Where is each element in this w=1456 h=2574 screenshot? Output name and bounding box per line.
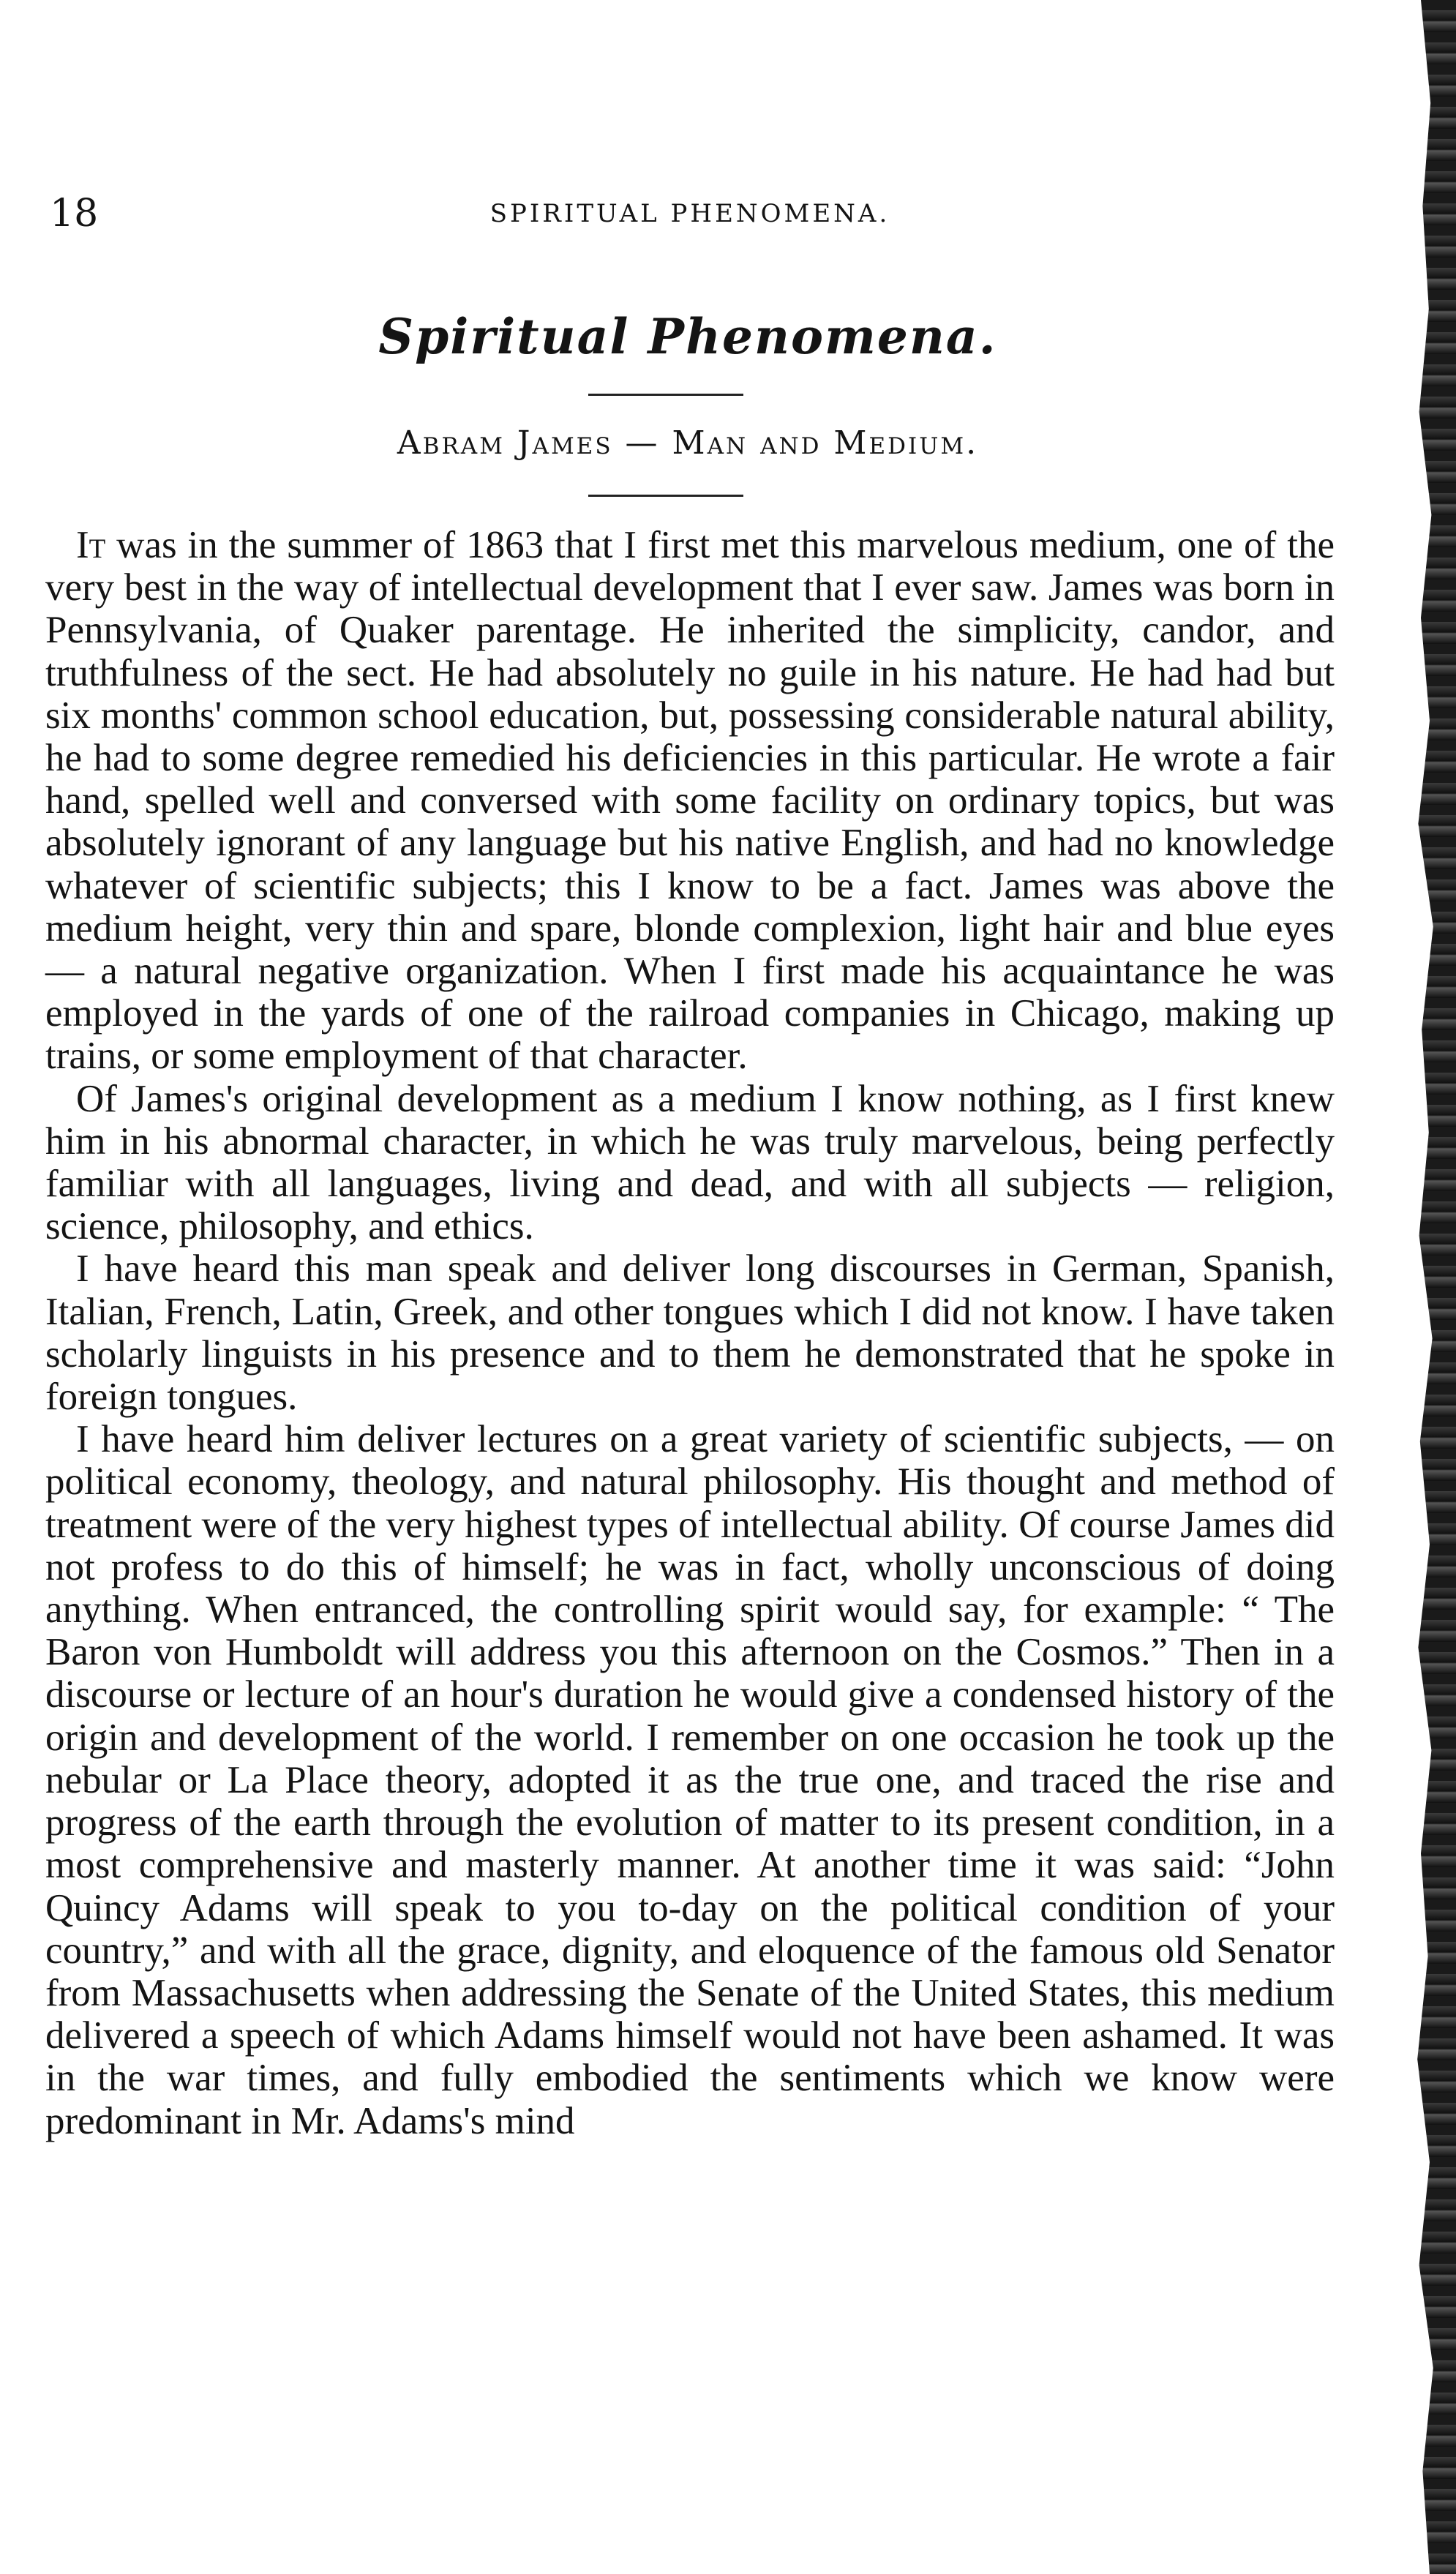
paragraph-text: I have heard this man speak and deliver long discourses in German, Spanish, Italian, French, Latin, Greek, and other tongues which I did not know. I have taken scholarly linguists in his presence and to them he demonstrated that he spoke in foreign tongues.: [45, 1247, 1335, 1419]
paragraph-1: [45, 524, 1335, 1078]
paragraph-text: was in the summer of 1863 that I first met this marvelous medium, one of the very best in the way of intellectual development that I ever saw. James was born in Pennsylvania, of Quaker parentage. He inherited the simplicity, candor, and truthfulness of the sect. He had absolutely no guile in his nature. He had had but six months' common school education, but, possessing considerable natural ability, he had to some degree remedied his deficiencies in this particular. He wrote a fair hand, spelled well and conversed with some facility on ordinary topics, but was absolutely ignorant of any language but his native English, and had no knowledge whatever of scientific subjects; this I know to be a fact. James was above the medium height, very thin and spare, blonde complexion, light hair and blue eyes — a natural negative organization. When I first made his acquaintance he was employed in the yards of one of the railroad companies in Chicago, making up trains, or some employment of that character.: [45, 524, 1335, 1078]
paragraph-lead-word: It: [76, 524, 106, 566]
body-text: [45, 524, 1335, 2142]
running-head: [50, 192, 1330, 236]
title-rule-top: [588, 394, 743, 396]
page-number: 18: [50, 192, 99, 236]
paragraph-2: [45, 1078, 1335, 1248]
paragraph-text: I have heard him deliver lectures on a great variety of scientific subjects, — on political economy, theology, and natural philosophy. His thought and method of treatment were of the very highest types of intellectual ability. Of course James did not profess to do this of himself; he was in fact, wholly unconscious of doing anything. When entranced, the controlling spirit would say, for example: “ The Baron von Humboldt will address you this afternoon on the Cosmos.” Then in a discourse or lecture of an hour's duration he would give a condensed history of the origin and development of the world. I remember on one occasion he took up the nebular or La Place theory, adopted it as the true one, and traced the rise and progress of the earth through the evolution of matter to its present condition, in a most comprehensive and masterly manner. At another time it was said: “John Quincy Adams will speak to you to-day on the political condition of your country,” and with all the grace, dignity, and eloquence of the famous old Senator from Massachusetts when addressing the Senate of the United States, this medium delivered a speech of which Adams himself would not have been ashamed. It was in the war times, and fully embodied the sentiments which we know were predominant in Mr. Adams's mind: [45, 1418, 1335, 2142]
paragraph-text: Of James's original development as a medium I know nothing, as I first knew him in his abnormal character, in which he was truly marvelous, being perfectly familiar with all languages, living and dead, and with all subjects — religion, science, philosophy, and ethics.: [45, 1077, 1335, 1248]
paragraph-3: [45, 1247, 1335, 1418]
paragraph-4: [45, 1418, 1335, 2142]
chapter-title: Spiritual Phenomena.: [378, 308, 997, 365]
title-rule-bottom: [588, 495, 743, 497]
page-edge-shadow: [1368, 0, 1456, 2574]
chapter-subtitle: Abram James — Man and Medium.: [397, 424, 979, 462]
running-title: SPIRITUAL PHENOMENA.: [489, 199, 890, 228]
